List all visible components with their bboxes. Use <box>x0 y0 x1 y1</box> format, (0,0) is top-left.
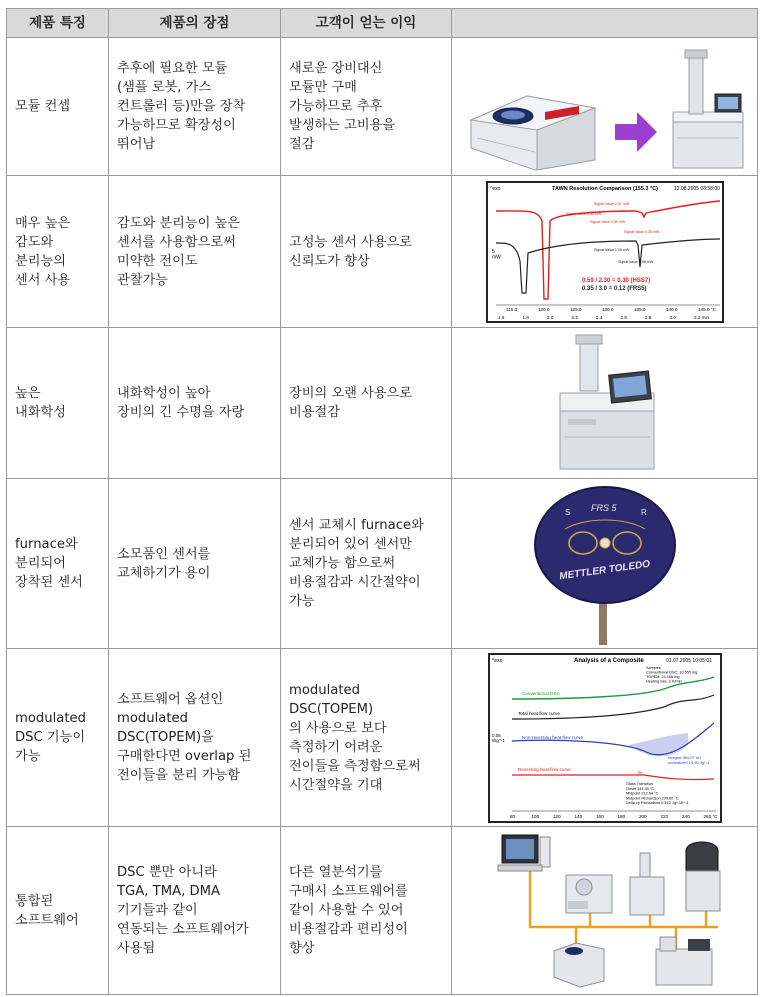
signal-label: Signal Value 0.35 mW <box>623 229 659 234</box>
frs5-sensor-image <box>525 483 685 645</box>
benefit-cell: 새로운 장비대신 모듈만 구매 가능하므로 추후 발생하는 고비용을 절감 <box>281 38 452 176</box>
curve-label: Reversing heat flow curve <box>517 766 571 772</box>
advantage-cell: 소프트웨어 옵션인 modulated DSC(TOPEM)을 구매한다면 overlap 된 전이들을 분리 가능함 <box>109 649 281 827</box>
dsc-instrument-base-image <box>471 96 595 170</box>
header-benefit: 고객이 얻는 이익 <box>281 9 452 38</box>
chart-date: 12.08.2005 08:58:00 <box>673 185 720 192</box>
chart-date: 01.07.2005 10:05:01 <box>665 657 712 664</box>
feature-cell: 통합된 소프트웨어 <box>7 827 109 995</box>
curve-label: Non-reversing heat flow curve <box>521 734 583 740</box>
x-tick-label: 80 <box>509 813 515 819</box>
module-upgrade-image <box>457 42 753 172</box>
x-tick-label: 200 <box>638 813 647 819</box>
image-cell <box>452 479 758 649</box>
benefit-cell: 센서 교체시 furnace와 분리되어 있어 센서만 교체가능 함으로써 비용절감과 시간절약이 가능 <box>281 479 452 649</box>
x-tick-label: 2.0 <box>546 314 553 320</box>
signal-label: Signal Value 0.98 mW <box>617 259 653 264</box>
feature-cell: 매우 높은 감도와 분리능의 센서 사용 <box>7 176 109 328</box>
tma-instrument-image <box>630 853 664 915</box>
x-tick-label: 180 <box>617 813 625 819</box>
table-row <box>7 328 758 479</box>
integral-label: Integral 384.97 mJ <box>667 754 701 760</box>
sensor-r-label: R <box>640 507 647 517</box>
y-axis-label: 5 mW <box>491 248 501 260</box>
composite-analysis-chart <box>488 653 722 823</box>
sample-info-line: TOPEM: 24.166 mg <box>645 674 679 679</box>
table-row <box>7 38 758 176</box>
feature-cell: 모듈 컨셉 <box>7 38 109 176</box>
table-row <box>7 827 758 995</box>
resolution-comparison-chart <box>486 181 724 323</box>
x-tick-label: 220 <box>660 813 668 819</box>
header-image <box>452 9 758 38</box>
dsc-instrument-image <box>550 333 660 473</box>
x-tick-label: 160 <box>595 813 604 819</box>
benefit-cell: 장비의 오랜 사용으로 비용절감 <box>281 328 452 479</box>
image-cell <box>452 649 758 827</box>
header-feature: 제품 특징 <box>7 9 109 38</box>
y-axis-label: 0.05 Wg^-1 <box>491 732 505 743</box>
header-row <box>7 9 758 38</box>
x-tick-label: 2.8 <box>644 314 651 320</box>
dsc-instrument-image <box>554 943 604 987</box>
feature-table <box>6 8 758 995</box>
glass-transition-line: Glass Transition <box>625 781 653 786</box>
glass-transition-line: Delta cp Richardson 0.142 Jg^-1K^-1 <box>625 800 689 805</box>
x-tick-label: 135.0 <box>633 306 645 312</box>
x-tick-label: 240 <box>681 813 690 819</box>
glass-transition-line: Midpoint 212.64 °C <box>625 791 658 796</box>
x-tick-label: 1.8 <box>522 314 529 320</box>
x-tick-label: 145.0 °C <box>697 306 716 312</box>
x-tick-label: 2.4 <box>595 314 602 320</box>
chart-title: Analysis of a Composite <box>573 657 644 664</box>
x-tick-label: 115.0 <box>505 306 517 312</box>
header-advantage: 제품의 장점 <box>109 9 281 38</box>
curve-marker: Bx <box>637 769 643 775</box>
image-cell <box>452 827 758 995</box>
x-tick-label: 2.6 <box>620 314 627 320</box>
chart-exo-label: ^exo <box>489 185 500 192</box>
curve-label: Conventional DSC <box>521 690 560 696</box>
x-tick-label: 2.2 <box>571 314 578 320</box>
benefit-cell: 다른 열분석기를 구매시 소프트웨어를 같이 사용할 수 있어 비용절감과 편리성이 향상 <box>281 827 452 995</box>
x-tick-label: 130.0 <box>601 306 613 312</box>
signal-label: Signal Value 2.01 mW <box>593 201 629 206</box>
chart-exo-label: ^exo <box>491 657 502 664</box>
integrated-system-image <box>480 831 730 991</box>
advantage-cell: 소모품인 센서를 교체하기가 용이 <box>109 479 281 649</box>
table-row <box>7 649 758 827</box>
resolution-red-text: 0.59 / 2.30 = 0.30 (HSS7) <box>581 277 650 284</box>
benefit-cell: modulated DSC(TOPEM) 의 사용으로 보다 측정하기 어려운 전이들을 측정함으로써 시간절약을 기대 <box>281 649 452 827</box>
x-tick-label: 3.0 <box>669 314 676 320</box>
image-cell <box>452 176 758 328</box>
tga-instrument-image <box>566 875 612 913</box>
benefit-cell: 고성능 센서 사용으로 신뢰도가 향상 <box>281 176 452 328</box>
advantage-cell: 추후에 필요한 모듈 (샘플 로봇, 가스 컨트롤러 등)만을 장착 가능하므로 확장성이 뛰어남 <box>109 38 281 176</box>
x-tick-label: 260 °C <box>703 813 718 819</box>
resolution-black-text: 0.35 / 3.0 = 0.12 (FRS5) <box>581 285 647 292</box>
advantage-cell: 감도와 분리능이 높은 센서를 사용함으로써 미약한 전이도 관찰가능 <box>109 176 281 328</box>
normalized-label: normalized 15.90 Jg^-1 <box>667 759 709 765</box>
brand-logo: METTLER TOLEDO <box>558 558 651 582</box>
signal-label: Signal Value 0.99 mW <box>565 211 601 216</box>
glass-transition-line: Midpoint Richardson 209.60 °C <box>625 795 679 800</box>
signal-label: Signal Value 1.09 mW <box>593 247 629 252</box>
dsc-instrument-with-robot-image <box>673 50 743 168</box>
x-tick-label: 1.6 <box>497 314 504 320</box>
x-tick-label: 140 <box>574 813 582 819</box>
x-tick-label: 3.2 min <box>693 314 709 320</box>
right-arrow-icon <box>615 112 657 152</box>
image-cell <box>452 38 758 176</box>
table-row <box>7 479 758 649</box>
computer-image <box>498 835 550 871</box>
x-tick-label: 125.0 <box>569 306 581 312</box>
x-tick-label: 140.0 <box>665 306 677 312</box>
glass-transition-line: Onset 141.49 °C <box>625 786 654 791</box>
image-cell <box>452 328 758 479</box>
sample-info-line: Heating rate: 2 K/min <box>645 679 682 683</box>
feature-cell: furnace와 분리되어 장착된 센서 <box>7 479 109 649</box>
sensor-s-label: S <box>564 507 570 517</box>
table-row <box>7 176 758 328</box>
x-tick-label: 100 <box>531 813 539 819</box>
chart-title: TAWN Resolution Comparison (155.3 °C) <box>551 185 658 192</box>
x-tick-label: 120 <box>552 813 561 819</box>
advantage-cell: DSC 뿐만 아니라 TGA, TMA, DMA 기기들과 같이 연동되는 소프트웨어가 사용됨 <box>109 827 281 995</box>
feature-cell: 높은 내화학성 <box>7 328 109 479</box>
sample-info-line: Samples <box>645 665 661 670</box>
dma-instrument-image <box>686 842 720 911</box>
x-tick-label: 120.0 <box>537 306 549 312</box>
feature-cell: modulated DSC 기능이 가능 <box>7 649 109 827</box>
curve-label: Total heat flow curve <box>517 710 560 716</box>
advantage-cell: 내화학성이 높아 장비의 긴 수명을 자랑 <box>109 328 281 479</box>
signal-label: Signal Value 0.59 mW <box>589 219 625 224</box>
sensor-model-label: FRS 5 <box>590 502 617 513</box>
dsc-robot-instrument-image <box>656 937 712 985</box>
sample-info-line: Conventional DSC: 10.555 mg <box>645 670 697 674</box>
